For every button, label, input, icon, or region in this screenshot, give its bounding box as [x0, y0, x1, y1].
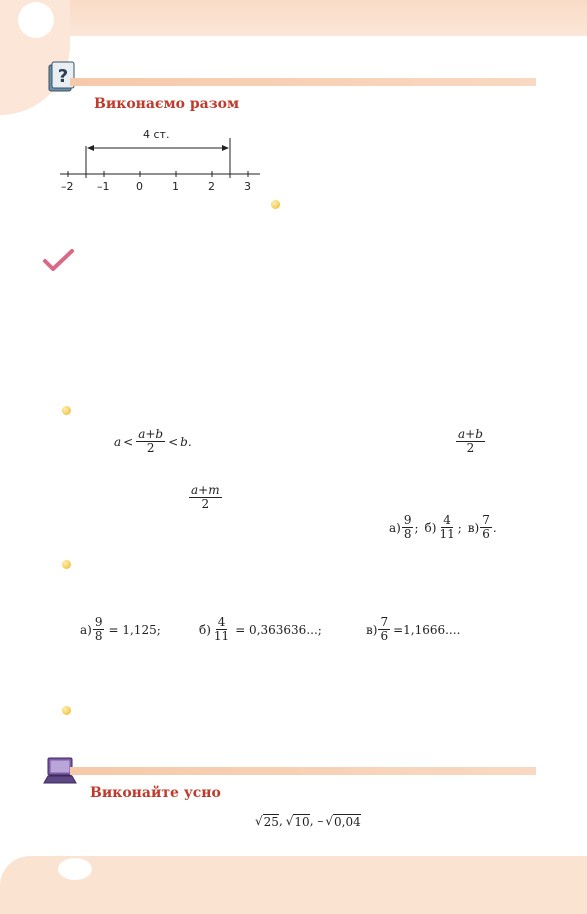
fraction-numerator: 4 [443, 513, 451, 527]
fraction-numerator: 7 [380, 615, 389, 629]
fraction-denominator: 6 [482, 527, 490, 542]
fraction-denominator: 6 [380, 629, 389, 644]
radicand: 25 [263, 815, 279, 829]
task-fractions [389, 514, 497, 541]
fraction-numerator: a+m [191, 483, 220, 497]
question-book-icon [46, 60, 76, 94]
formula-a: a [114, 434, 122, 449]
item-label: а) [389, 520, 401, 535]
bullet-marker [62, 406, 71, 415]
section-title-together: Виконаємо разом [94, 96, 240, 112]
fraction-denominator: 8 [94, 629, 103, 644]
item-label: а) [80, 622, 92, 637]
top-decor-band [0, 0, 587, 36]
sqrt-icon: √ [255, 814, 263, 828]
sqrt-icon: √ [285, 814, 294, 828]
svg-text:?: ? [57, 66, 69, 87]
decimal-value: =1,1666.... [393, 622, 461, 637]
decimal-value: = 1,125; [108, 622, 161, 637]
item-label: в) [366, 622, 378, 637]
decimal-value: = 0,363636...; [235, 622, 322, 637]
separator: ; [414, 520, 419, 535]
radicand: 10 [294, 815, 310, 829]
section-bar-together [70, 78, 536, 86]
fraction-denominator: 2 [466, 441, 475, 456]
separator: , [278, 814, 283, 828]
midpoint-fraction [455, 428, 486, 455]
fraction-numerator: 9 [403, 513, 412, 527]
bullet-marker [271, 200, 280, 209]
bottom-decor-circle [58, 858, 92, 880]
radicand: 0,04 [334, 815, 361, 829]
fraction-numerator: 7 [482, 513, 490, 527]
item-label: б) [199, 622, 211, 637]
checkmark-icon [42, 248, 74, 272]
item-label: в) [467, 520, 480, 535]
fraction-denominator: 11 [213, 629, 230, 644]
solution-c [366, 616, 460, 643]
bullet-marker [62, 706, 71, 715]
oral-roots-expression [255, 814, 361, 829]
formula-b: b. [180, 434, 192, 449]
fraction-denominator: 11 [439, 527, 455, 542]
fraction-numerator: a+b [458, 427, 483, 441]
formula-lt: < [123, 434, 134, 449]
tick-label: –1 [97, 180, 110, 193]
solution-b [199, 616, 322, 643]
fraction-denominator: 2 [201, 497, 210, 512]
tick-label: 1 [172, 180, 179, 193]
tick-label: –2 [61, 180, 74, 193]
formula-lt: < [168, 434, 179, 449]
section-title-orally: Виконайте усно [90, 785, 221, 801]
bullet-marker [62, 560, 71, 569]
top-decor-circle [18, 2, 54, 38]
inequality-formula [114, 428, 192, 455]
tick-label: 2 [208, 180, 215, 193]
fraction-numerator: 4 [217, 615, 226, 629]
separator: . [492, 520, 497, 535]
section-bar-orally [70, 767, 536, 775]
fraction-numerator: a+b [138, 427, 164, 441]
fraction-denominator: 8 [403, 527, 412, 542]
separator: ; [457, 520, 462, 535]
separator: , – [309, 814, 324, 828]
midpoint-fraction-am [188, 484, 223, 511]
item-label: б) [424, 520, 437, 535]
solution-a [80, 616, 161, 643]
fraction-numerator: 9 [94, 615, 103, 629]
sqrt-icon: √ [325, 814, 333, 828]
span-label: 4 ст. [143, 128, 170, 141]
fraction-denominator: 2 [146, 441, 155, 456]
tick-label: 3 [244, 180, 251, 193]
tick-label: 0 [136, 180, 143, 193]
